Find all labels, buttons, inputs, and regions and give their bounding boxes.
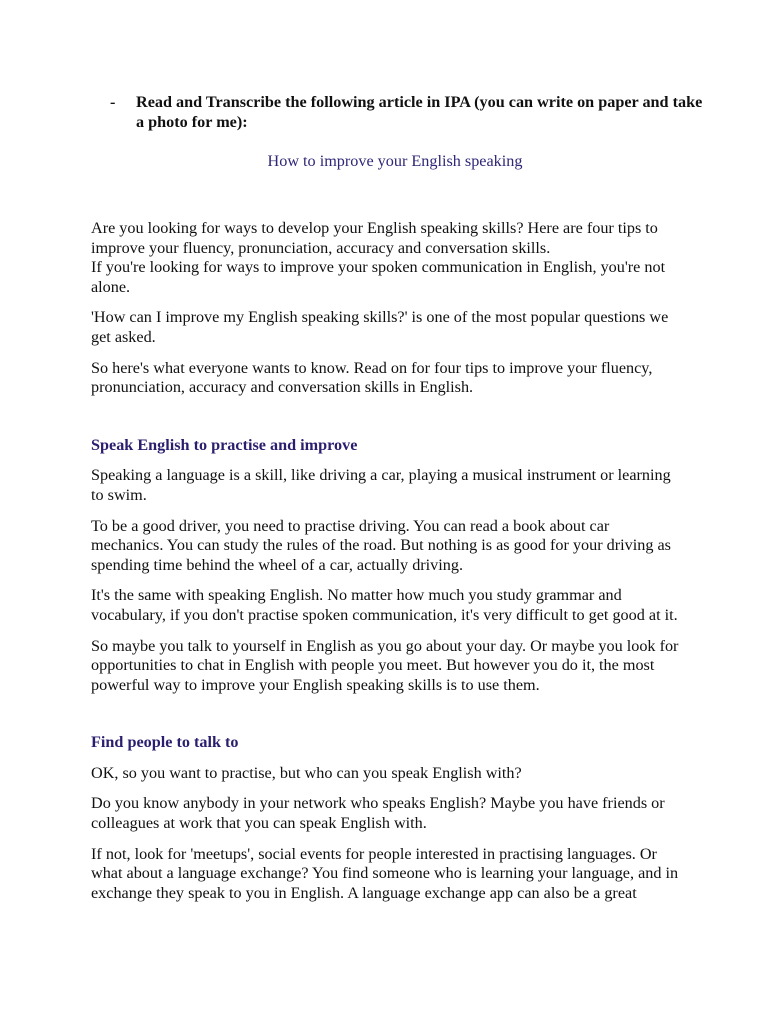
instruction-item <box>110 92 710 132</box>
section-heading-find-people: Find people to talk to <box>91 733 239 752</box>
intro-paragraph-3: 'How can I improve my English speaking skills?' is one of the most popular questions we get asked. <box>91 308 669 346</box>
section2-paragraph-1: OK, so you want to practise, but who can you speak English with? <box>91 763 522 782</box>
section1-paragraph-3: It's the same with speaking English. No matter how much you study grammar and vocabulary, if you don't practise spoken communication, it's very difficult to get good at it. <box>91 586 678 624</box>
intro-paragraph-4: So here's what everyone wants to know. Read on for four tips to improve your fluency, pronunciation, accuracy and conversation skills in English. <box>91 358 653 397</box>
section1-paragraph-2: To be a good driver, you need to practise driving. You can read a book about car mechanics. You can study the rules of the road. But nothing is as good for your driving as spending time behind the wheel of a car, actually driving. <box>91 516 671 574</box>
section1-paragraph-4: So maybe you talk to yourself in English as you go about your day. Or maybe you look for opportunities to chat in English with people you meet. But however you do it, the most powerful way to improve your English speaking skills is to use them. <box>91 636 679 694</box>
section2-paragraph-2: Do you know anybody in your network who speaks English? Maybe you have friends or colleagues at work that you can speak English with. <box>91 794 665 833</box>
intro-paragraph-1: Are you looking for ways to develop your English speaking skills? Here are four tips to improve your fluency, pronunciation, accuracy and conversation skills. <box>91 219 658 257</box>
section1-paragraph-1: Speaking a language is a skill, like driving a car, playing a musical instrument or learning to swim. <box>91 466 671 504</box>
instruction-bullet: - <box>110 93 116 111</box>
intro-paragraph-2: If you're looking for ways to improve your spoken communication in English, you're not alone. <box>91 258 666 296</box>
article-title: How to improve your English speaking <box>267 152 523 170</box>
article-body <box>91 219 683 903</box>
instruction-text: Read and Transcribe the following article in IPA (you can write on paper and take a photo for me): <box>136 93 703 131</box>
section2-paragraph-3: If not, look for 'meetups', social events for people interested in practising languages. Or what about a language exchange? You find someone who is learning your language, and in exchange they speak to you in English. A language exchange app can also be a great <box>91 844 679 902</box>
section-heading-speak-english: Speak English to practise and improve <box>91 435 358 454</box>
